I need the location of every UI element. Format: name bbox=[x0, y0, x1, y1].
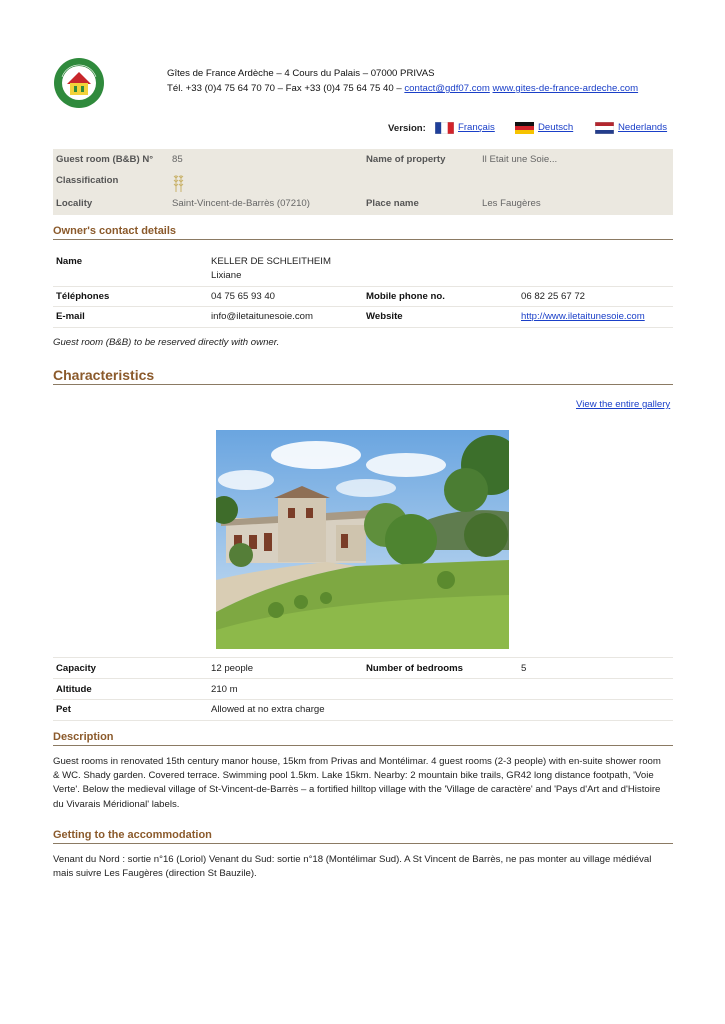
characteristics-heading: Characteristics bbox=[53, 367, 155, 383]
room-number-value: 85 bbox=[172, 154, 183, 165]
classification-label: Classification bbox=[56, 175, 119, 186]
directions-heading: Getting to the accommodation bbox=[53, 829, 212, 841]
version-label: Version: bbox=[388, 123, 426, 134]
de-flag-icon[interactable] bbox=[515, 122, 534, 134]
directions-line: Venant du Nord : sortie n°16 (Loriol) Venant du Sud: sortie n°18 (Montélimar Sud). A St Vincent de Barrès, ne pas monter au village médiéval bbox=[53, 854, 652, 865]
pet-label: Pet bbox=[56, 704, 71, 715]
agency-contact-line bbox=[167, 83, 638, 94]
gites-de-france-logo bbox=[53, 57, 105, 109]
phones-label: Téléphones bbox=[56, 291, 110, 302]
bedrooms-label: Number of bedrooms bbox=[366, 663, 464, 674]
description-line: Guest rooms in renovated 15th century manor house, 15km from Privas and Montélimar. 4 guest rooms (2-3 people) with en-suite shower room bbox=[53, 756, 661, 767]
row-divider bbox=[53, 678, 673, 679]
reservation-note: Guest room (B&B) to be reserved directly with owner. bbox=[53, 337, 280, 348]
description-line: Verte'. Below the medieval village of St-Vincent-de-Barrès – a fortified hilltop village with the 'Village de caractère' and 'Pays d'Art and d'Histoire bbox=[53, 784, 661, 796]
place-name-label: Place name bbox=[366, 198, 419, 209]
section-divider bbox=[53, 239, 673, 240]
nl-flag-icon[interactable] bbox=[595, 122, 614, 134]
pet-value: Allowed at no extra charge bbox=[211, 704, 325, 715]
section-divider bbox=[53, 745, 673, 746]
locality-value: Saint-Vincent-de-Barrès (07210) bbox=[172, 198, 310, 209]
row-divider bbox=[53, 306, 673, 307]
fr-flag-icon[interactable] bbox=[435, 122, 454, 134]
owner-name-label: Name bbox=[56, 256, 83, 267]
owner-name-line1: KELLER DE SCHLEITHEIM bbox=[211, 256, 331, 267]
language-selector bbox=[380, 121, 673, 135]
row-divider bbox=[53, 327, 673, 328]
section-divider bbox=[53, 384, 673, 385]
bedrooms-value: 5 bbox=[521, 663, 527, 674]
owner-name-line2: Lixiane bbox=[211, 270, 242, 281]
agency-phone-fax: Tél. +33 (0)4 75 64 70 70 – Fax +33 (0)4 75 64 75 40 – bbox=[167, 83, 402, 94]
row-divider bbox=[53, 699, 673, 700]
altitude-value: 210 m bbox=[211, 684, 238, 695]
agency-website-link[interactable]: www.gites-de-france-ardeche.com bbox=[492, 83, 639, 94]
website-label: Website bbox=[366, 311, 403, 322]
directions-text bbox=[53, 853, 675, 881]
phone-value: 04 75 65 93 40 bbox=[211, 291, 276, 302]
row-divider bbox=[53, 720, 673, 721]
mobile-value: 06 82 25 67 72 bbox=[521, 291, 586, 302]
place-name-value: Les Faugères bbox=[482, 198, 541, 209]
row-divider bbox=[53, 657, 673, 658]
description-heading: Description bbox=[53, 731, 114, 743]
capacity-label: Capacity bbox=[56, 663, 96, 674]
property-info-table bbox=[53, 149, 673, 215]
agency-address: Gîtes de France Ardèche – 4 Cours du Palais – 07000 PRIVAS bbox=[167, 68, 435, 79]
description-text bbox=[53, 755, 675, 812]
capacity-value: 12 people bbox=[211, 663, 254, 674]
lang-link-nederlands[interactable]: Nederlands bbox=[618, 122, 668, 133]
owner-contact-heading: Owner's contact details bbox=[53, 225, 177, 237]
section-divider bbox=[53, 843, 673, 844]
description-line: & WC. Shady garden. Covered terrace. Swimming pool 1.5km. Lake 15km. Nearby: 2 mountain bike trails, GR42 long distance footpath, 'Voie bbox=[53, 770, 654, 782]
email-label: E-mail bbox=[56, 311, 85, 322]
description-line: du Vivarais Méridional' labels. bbox=[53, 798, 180, 810]
altitude-label: Altitude bbox=[56, 684, 92, 695]
wheat-ear-icon bbox=[172, 173, 186, 193]
property-name-label: Name of property bbox=[366, 154, 446, 165]
owner-email-value: info@iletaitunesoie.com bbox=[211, 311, 313, 322]
property-name-value: Il Etait une Soie... bbox=[482, 154, 558, 165]
directions-line: mais suivre Les Faugères (direction St Bauzile). bbox=[53, 868, 257, 880]
room-number-label: Guest room (B&B) N° bbox=[56, 154, 154, 165]
view-gallery-link[interactable]: View the entire gallery bbox=[576, 399, 671, 410]
property-photo[interactable] bbox=[216, 430, 509, 649]
owner-website-link[interactable]: http://www.iletaitunesoie.com bbox=[521, 311, 645, 322]
lang-link-francais[interactable]: Français bbox=[458, 122, 495, 133]
row-divider bbox=[53, 286, 673, 287]
mobile-label: Mobile phone no. bbox=[366, 291, 445, 302]
agency-email-link[interactable]: contact@gdf07.com bbox=[404, 83, 490, 94]
lang-link-deutsch[interactable]: Deutsch bbox=[538, 122, 574, 133]
locality-label: Locality bbox=[56, 198, 93, 209]
